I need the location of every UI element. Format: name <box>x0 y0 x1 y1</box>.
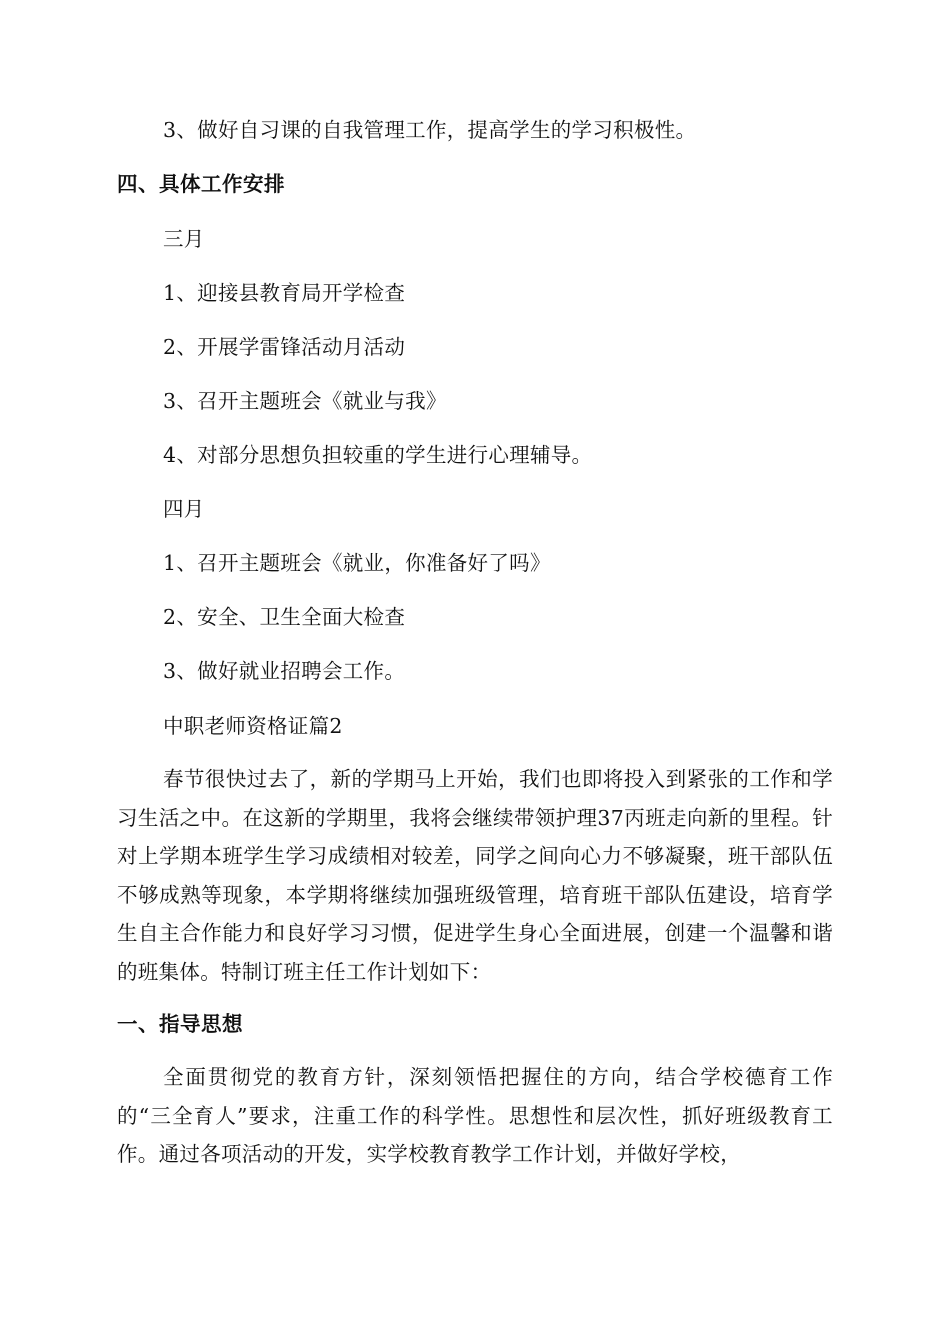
article-title-2: 中职老师资格证篇2 <box>163 714 343 738</box>
month-label-april: 四月 <box>163 497 205 521</box>
month-label-march: 三月 <box>163 227 205 251</box>
guiding-thought-paragraph: 全面贯彻党的教育方针，深刻领悟把握住的方向，结合学校德育工作的“三全育人”要求，注重工作的科学性。思想性和层次性，抓好班级教育工作。通过各项活动的开发，实学校教育教学工作计划，并做好学校， <box>117 1065 833 1166</box>
april-item-3: 3、做好就业招聘会工作。 <box>163 659 406 683</box>
intro-paragraph: 春节很快过去了，新的学期马上开始，我们也即将投入到紧张的工作和学习生活之中。在这新的学期里，我将会继续带领护理37丙班走向新的里程。针对上学期本班学生学习成绩相对较差，同学之间向心力不够凝聚，班干部队伍不够成熟等现象，本学期将继续加强班级管理，培育班干部队伍建设，培育学生自主合作能力和良好学习习惯，促进学生身心全面进展，创建一个温馨和谐的班集体。特制订班主任工作计划如下： <box>117 767 833 984</box>
march-item-4: 4、对部分思想负担较重的学生进行心理辅导。 <box>163 443 593 467</box>
march-item-2: 2、开展学雷锋活动月活动 <box>163 335 406 359</box>
section-heading-guiding-thought: 一、指导思想 <box>117 1012 243 1036</box>
march-item-3: 3、召开主题班会《就业与我》 <box>163 389 447 413</box>
march-item-1: 1、迎接县教育局开学检查 <box>163 281 406 305</box>
april-item-1: 1、召开主题班会《就业，你准备好了吗》 <box>163 551 551 575</box>
section-heading-work-arrangement: 四、具体工作安排 <box>117 172 285 196</box>
april-item-2: 2、安全、卫生全面大检查 <box>163 605 406 629</box>
item-self-study: 3、做好自习课的自我管理工作，提高学生的学习积极性。 <box>163 118 697 142</box>
